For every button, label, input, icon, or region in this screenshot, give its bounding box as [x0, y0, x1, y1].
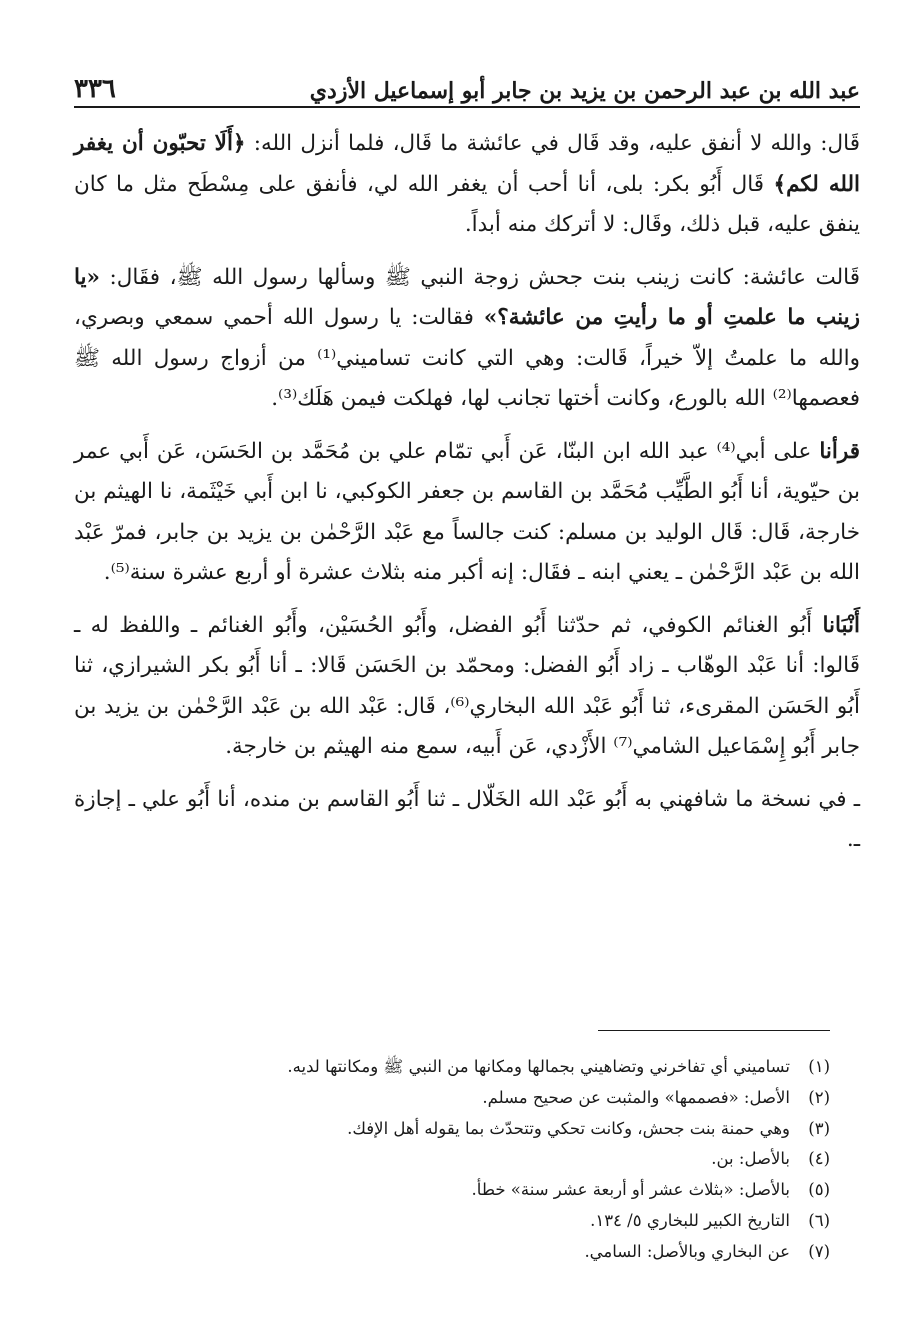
running-title: عبد الله بن عبد الرحمن بن يزيد بن جابر أبو إسماعيل الأزدي — [309, 78, 860, 104]
paragraph — [74, 780, 860, 861]
footnote — [74, 1114, 830, 1145]
footnote-number: (٣) — [808, 1118, 830, 1138]
paragraph-text: أَبُو الغنائم الكوفي، ثم حدّثنا أَبُو الفضل، وأَبُو الحُسَيْن، وأَبُو الغنائم ـ واللفظ له ـ قَالوا: أنا عَبْد الوهّاب ـ زاد أَبُو الفضل: ومحمّد بن الحَسَن قَالا: ـ أنا أَبُو بكر الشيرازي، ثنا أَبُو الحَسَن المقرىء، ثنا أَبُو عَبْد الله البخاري⁽⁶⁾، قَال: عَبْد الله بن عَبْد الرَّحْمٰن بن يزيد بن جابر أَبُو إِسْمَاعيل الشامي⁽⁷⁾ الأَزْدي، عَن أَبيه، سمع منه الهيثم بن خارجة. — [74, 612, 860, 759]
footnote-text: الأصل: «فصممها» والمثبت عن صحيح مسلم. — [482, 1087, 790, 1107]
footnote — [74, 1052, 830, 1083]
paragraph — [74, 124, 860, 246]
main-text — [74, 124, 860, 873]
footnote — [74, 1175, 830, 1206]
paragraph-text: ـ في نسخة ما شافهني به أَبُو عَبْد الله الخَلّال ـ ثنا أَبُو القاسم بن منده، أنا أَبُو علي ـ إجازة ـ. — [74, 786, 860, 852]
header-rule — [74, 106, 860, 108]
footnote — [74, 1083, 830, 1114]
footnote — [74, 1144, 830, 1175]
footnote — [74, 1206, 830, 1237]
paragraph — [74, 606, 860, 768]
footnote-text: تساميني أي تفاخرني وتضاهيني بجمالها ومكانها من النبي ﷺ ومكانتها لديه. — [287, 1057, 790, 1076]
footnote-number: (١) — [808, 1057, 830, 1076]
footnote-text: بالأصل: بن. — [711, 1149, 790, 1169]
footnote-text: بالأصل: «بثلاث عشر أو أربعة عشر سنة» خطأ. — [471, 1180, 790, 1200]
paragraph-text: قَالت عائشة: كانت زينب بنت جحش زوجة النبي ﷺ وسألها رسول الله ﷺ، فقَال: — [99, 264, 860, 290]
footnote-number: (٤) — [808, 1149, 830, 1169]
paragraph-text: قَال: والله لا أنفق عليه، وقد قَال في عائشة ما قَال، فلما أنزل الله: — [245, 131, 860, 156]
footnote-number: (٥) — [808, 1180, 830, 1200]
footnote — [74, 1237, 830, 1268]
footnote-text: عن البخاري وبالأصل: السامي. — [584, 1241, 790, 1261]
paragraph — [74, 432, 860, 594]
hadith-quote: «يا زينب ما علمتِ أو ما رأيتِ من عائشة؟» — [74, 264, 860, 330]
paragraph-text: فقالت: يا رسول الله أحمي سمعي وبصري، والله ما علمتُ إلاّ خيراً، قَالت: وهي التي كانت تساميني⁽¹⁾ من أزواج رسول الله ﷺ فعصمها⁽²⁾ الله بالورع، وكانت أختها تجانب لها، فهلكت فيمن هَلَك⁽³⁾. — [74, 305, 860, 411]
footnote-rule — [598, 1030, 830, 1031]
footnote-number: (٧) — [808, 1241, 830, 1261]
paragraph-text: قَال أَبُو بكر: بلى، أنا أحب أن يغفر الله لي، فأنفق على مِسْطَح مثل ما كان ينفق عليه، قبل ذلك، وقَال: لا أتركك منه أبداً. — [74, 171, 860, 237]
paragraph — [74, 258, 860, 420]
footnote-number: (٢) — [808, 1087, 830, 1107]
isnad-keyword: أَنْبَانا — [822, 612, 860, 638]
quranic-verse: ﴿أَلَا تحبّون أن يغفر الله لكم﴾ — [74, 131, 860, 197]
footnote-text: التاريخ الكبير للبخاري ٥/ ١٣٤. — [590, 1210, 790, 1230]
footnotes — [74, 1052, 830, 1268]
footnote-text: وهي حمنة بنت جحش، وكانت تحكي وتتحدّث بما يقوله أهل الإفك. — [347, 1118, 790, 1138]
footnote-number: (٦) — [808, 1210, 830, 1230]
isnad-keyword: قرأنا — [819, 438, 860, 464]
page-number: ٣٣٦ — [74, 74, 116, 104]
page-header — [74, 52, 860, 108]
paragraph-text: على أبي⁽⁴⁾ عبد الله ابن البنّا، عَن أَبي تمّام علي بن مُحَمَّد بن الحَسَن، عَن أَبي عمر بن حيّوية، أنا أَبُو الطَّيِّب مُحَمَّد بن القاسم بن جعفر الكوكبي، نا ابن أَبي خَيْثَمة، نا الهيثم بن خارجة، قَال: قَال الوليد بن مسلم: كنت جالساً مع عَبْد الرَّحْمٰن بن يزيد بن جابر، فمرّ عَبْد الله بن عَبْد الرَّحْمٰن ـ يعني ابنه ـ فقَال: إنه أكبر منه بثلاث عشرة أو أربع عشرة سنة⁽⁵⁾. — [74, 438, 860, 585]
